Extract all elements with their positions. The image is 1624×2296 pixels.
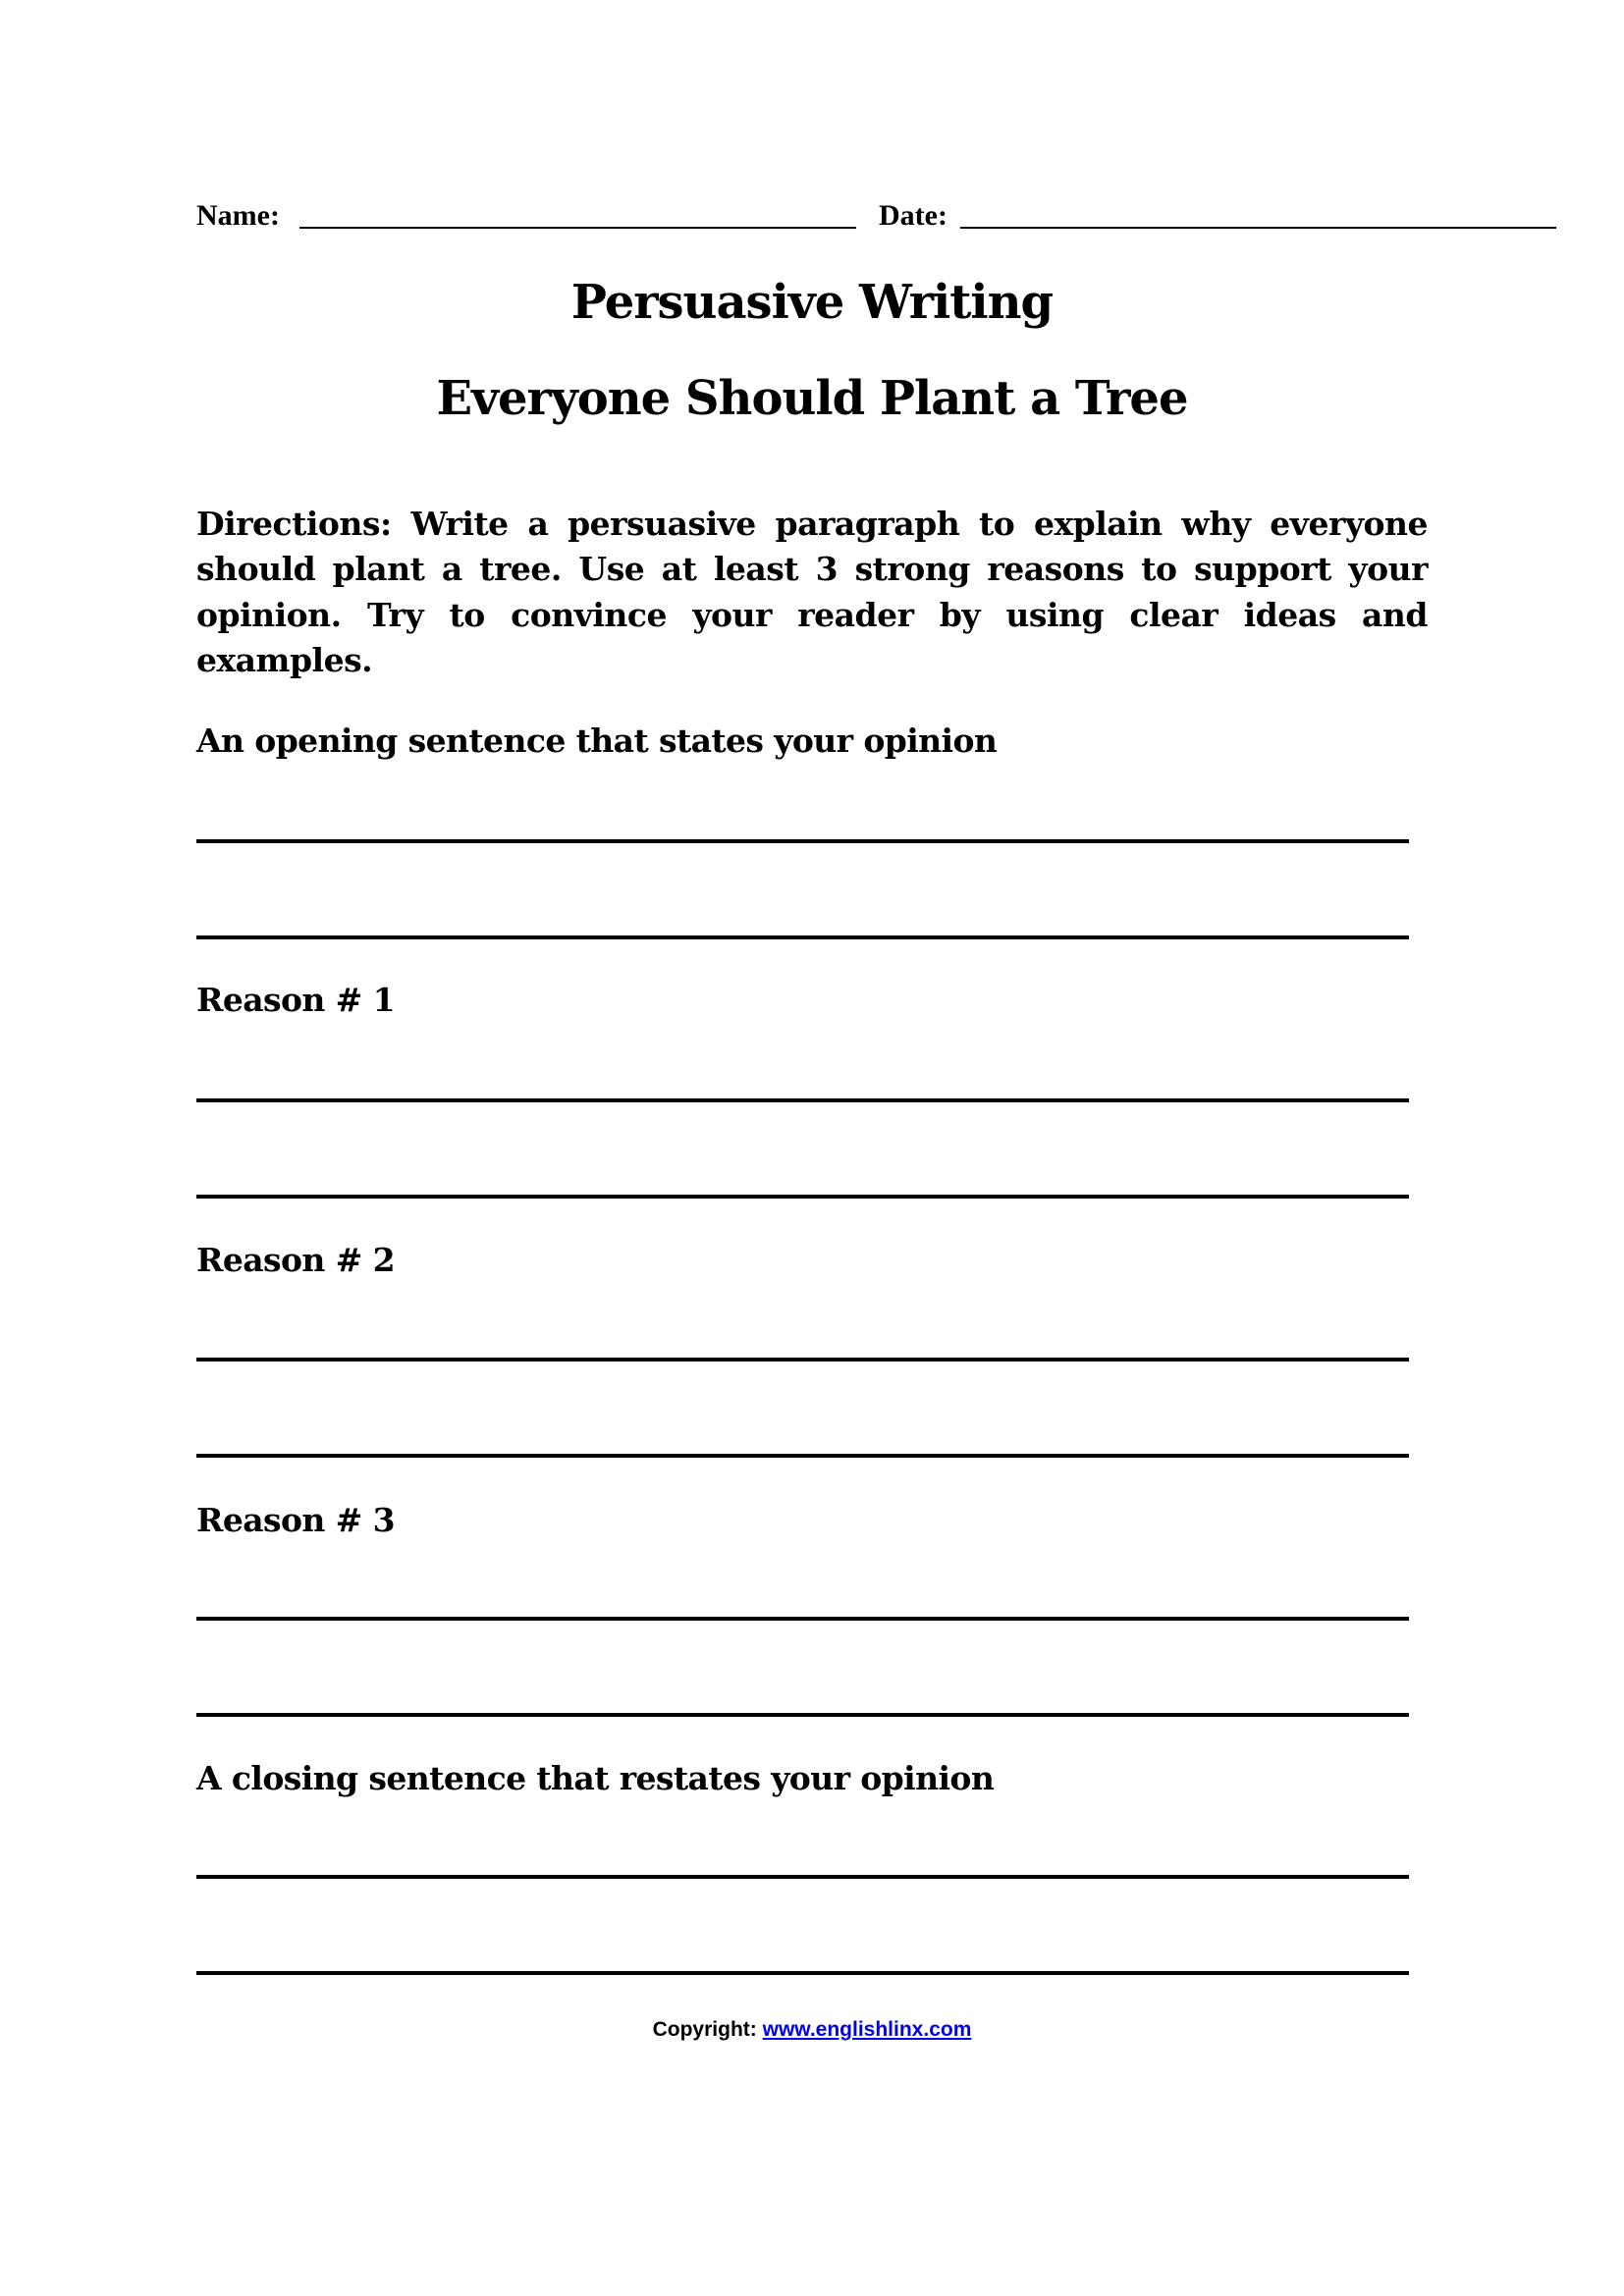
writing-line-reason-3-1[interactable] <box>196 1617 1409 1621</box>
name-label: Name: <box>196 199 280 232</box>
copyright-link[interactable]: www.englishlinx.com <box>762 2018 972 2041</box>
section-label-closing: A closing sentence that restates your opinion <box>196 1759 995 1797</box>
writing-line-reason-2-1[interactable] <box>196 1358 1409 1362</box>
section-label-reason-2: Reason # 2 <box>196 1241 395 1279</box>
writing-line-opening-2[interactable] <box>196 935 1409 939</box>
directions-paragraph: Directions: Write a persuasive paragraph to explain why everyone should plant a tree. Use at least 3 strong reasons to support your opinion. Try to convince your reader by using clear ideas and examples. <box>196 505 1428 679</box>
writing-line-reason-2-2[interactable] <box>196 1454 1409 1458</box>
copyright-label: Copyright: <box>652 2018 757 2041</box>
writing-line-closing-1[interactable] <box>196 1875 1409 1879</box>
writing-line-opening-1[interactable] <box>196 839 1409 843</box>
page-subtitle: Everyone Should Plant a Tree <box>436 371 1188 426</box>
page-title: Persuasive Writing <box>570 275 1054 330</box>
date-label: Date: <box>879 199 947 232</box>
copyright-footer <box>0 2016 1624 2044</box>
writing-line-reason-1-2[interactable] <box>196 1195 1409 1199</box>
section-label-opening: An opening sentence that states your opinion <box>196 721 998 760</box>
section-label-reason-1: Reason # 1 <box>196 981 395 1019</box>
writing-line-reason-3-2[interactable] <box>196 1713 1409 1717</box>
date-field-line[interactable] <box>960 227 1556 229</box>
section-label-reason-3: Reason # 3 <box>196 1501 395 1539</box>
name-field-line[interactable] <box>299 227 856 229</box>
writing-line-reason-1-1[interactable] <box>196 1098 1409 1102</box>
writing-line-closing-2[interactable] <box>196 1971 1409 1975</box>
